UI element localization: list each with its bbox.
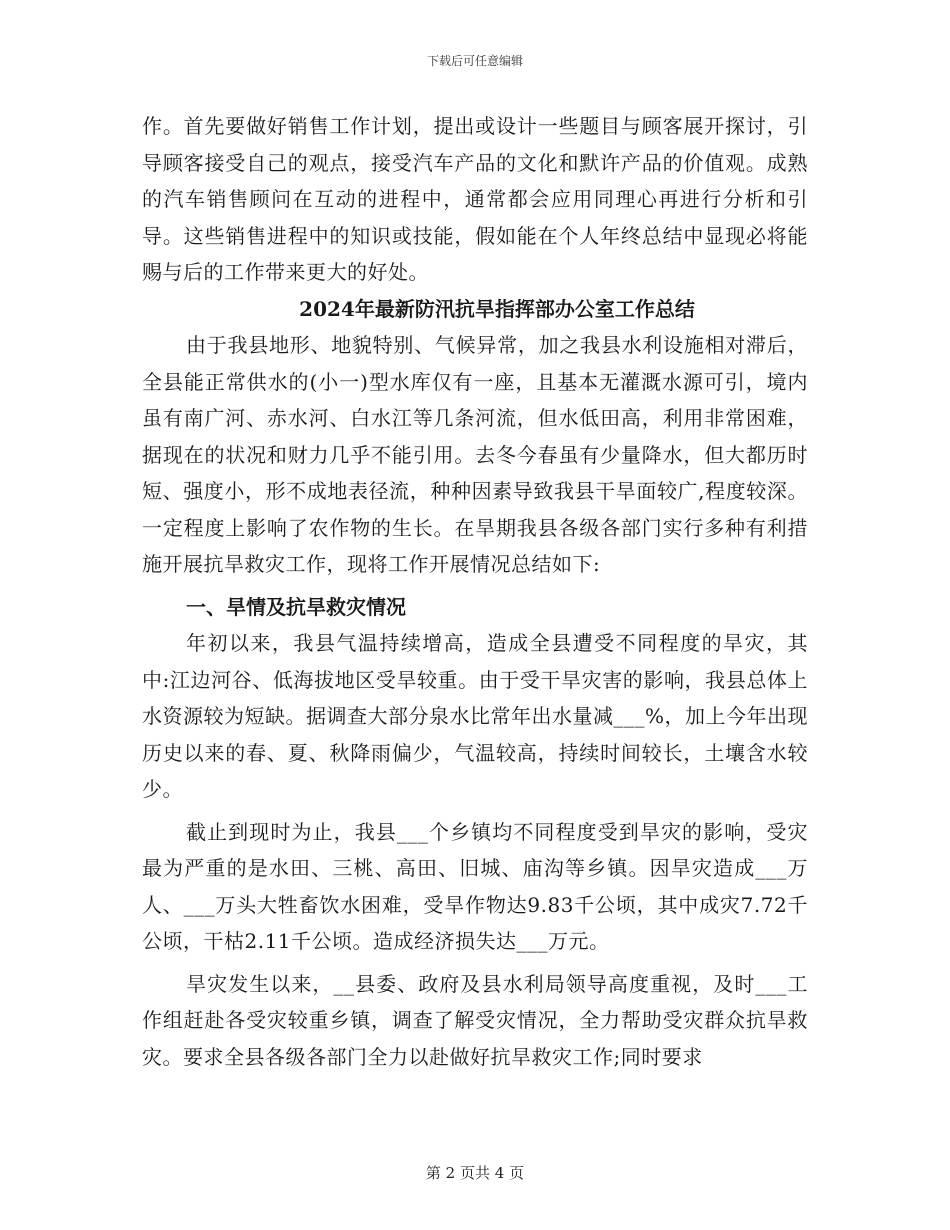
paragraph-4: 旱灾发生以来，__县委、政府及县水利局领导高度重视，及时___工作组赶赴各受灾较重乡镇，调查了解受灾情况，全力帮助受灾群众抗旱救灾。要求全县各级各部门全力以赴做好抗旱救灾工作;同时要求 (142, 971, 808, 1069)
intro-paragraph: 作。首先要做好销售工作计划，提出或设计一些题目与顾客展开探讨，引导顾客接受自己的观点，接受汽车产品的文化和默许产品的价值观。成熟的汽车销售顾问在互动的进程中，通常都会应用同理心再进行分析和引导。这些销售进程中的知识或技能，假如能在个人年终总结中显现必将能赐与后的工作带来更大的好处。 (142, 114, 808, 284)
paragraph-3: 截止到现时为止，我县___个乡镇均不同程度受到旱灾的影响，受灾最为严重的是水田、三桃、高田、旧城、庙沟等乡镇。因旱灾造成___万人、___万头大牲畜饮水困难，受旱作物达9.83千公顷，其中成灾7.72千公顷，干枯2.11千公顷。造成经济损失达___万元。 (142, 819, 808, 953)
section-1-heading: 一、旱情及抗旱救灾情况 (186, 594, 406, 619)
page-header: 下载后可任意编辑 (426, 54, 523, 68)
paragraph-2: 年初以来，我县气温持续增高，造成全县遭受不同程度的旱灾，其中:江边河谷、低海拔地区受旱较重。由于受干旱灾害的影响，我县总体上水资源较为短缺。据调查大部分泉水比常年出水量减___%，加上今年出现历史以来的春、夏、秋降雨偏少，气温较高，持续时间较长，土壤含水较少。 (142, 631, 809, 801)
page-footer: 第 2 页共 4 页 (425, 1164, 525, 1182)
paragraph-1: 由于我县地形、地貌特别、气候异常，加之我县水利设施相对滞后，全县能正常供水的(小一)型水库仅有一座，且基本无灌溉水源可引，境内虽有南广河、赤水河、白水江等几条河流，但水低田高，利用非常困难，据现在的状况和财力几乎不能引用。去冬今春虽有少量降水，但大都历时短、强度小，形不成地表径流，种种因素导致我县干旱面较广,程度较深。一定程度上影响了农作物的生长。在旱期我县各级各部门实行多种有利措施开展抗旱救灾工作，现将工作开展情况总结如下: (142, 333, 808, 576)
document-title: 2024年最新防汛抗旱指挥部办公室工作总结 (299, 296, 695, 321)
document-body (142, 108, 808, 1075)
